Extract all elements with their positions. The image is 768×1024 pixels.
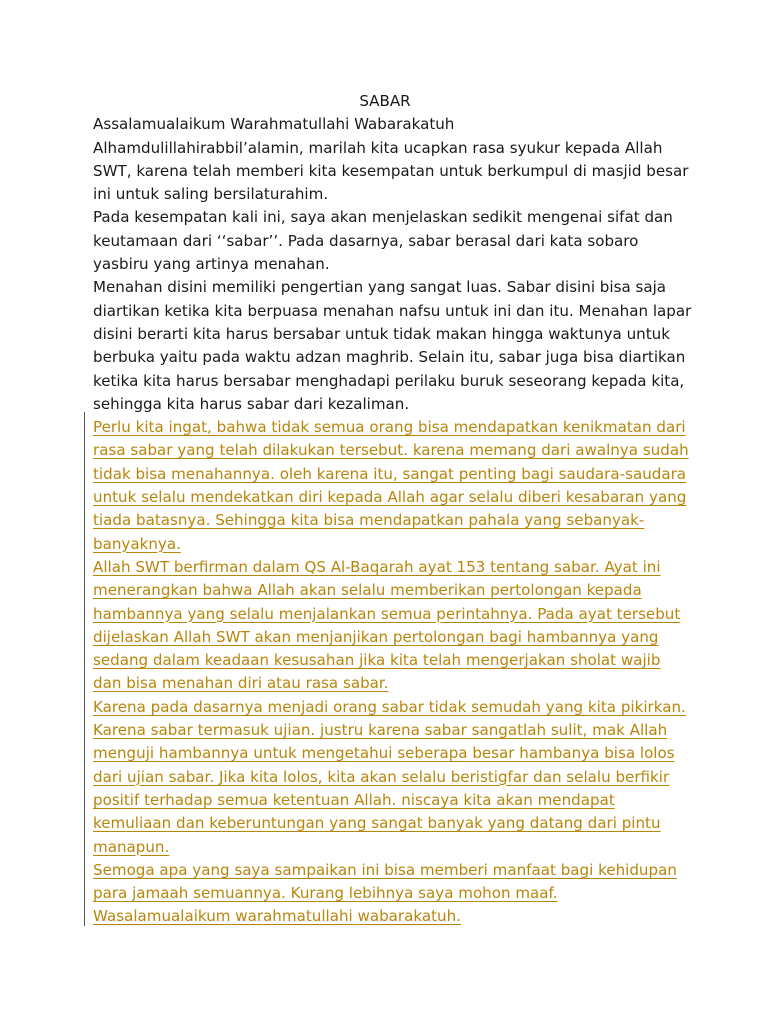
tracked-paragraph-2: Allah SWT berfirman dalam QS Al-Baqarah ayat 153 tentang sabar. Ayat ini menerangkan bahwa Allah akan selalu memberikan pertolongan kepada hambannya yang selalu menjalankan semua perintahnya. Pada ayat tersebut dijelaskan Allah SWT akan menjanjikan pertolongan bagi hambannya yang sedang dalam keadaan kesusahan jika kita telah mengerjakan sholat wajib dan bisa menahan diri atau rasa sabar. [93, 557, 681, 693]
change-bar [84, 412, 85, 926]
tracked-paragraph-1: Perlu kita ingat, bahwa tidak semua orang bisa mendapatkan kenikmatan dari rasa sabar yang telah dilakukan tersebut. karena memang dari awalnya sudah tidak bisa menahannya. oleh karena itu, sangat penting bagi saudara-saudara untuk selalu mendekatkan diri kepada Allah agar selalu diberi kesabaran yang tiada batasnya. Sehingga kita bisa mendapatkan pahala yang sebanyak-banyaknya. [93, 418, 689, 553]
paragraph-2: Pada kesempatan kali ini, saya akan menjelaskan sedikit mengenai sifat dan keutamaan dari ‘‘sabar’’. Pada dasarnya, sabar berasal dari kata sobaro yasbiru yang artinya menahan. [93, 208, 673, 274]
paragraph-1: Alhamdulillahirabbil’alamin, marilah kita ucapkan rasa syukur kepada Allah SWT, karena telah memberi kita kesempatan untuk berkumpul di masjid besar ini untuk saling bersilaturahim. [93, 138, 689, 204]
paragraph-3: Menahan disini memiliki pengertian yang sangat luas. Sabar disini bisa saja diartikan ketika kita berpuasa menahan nafsu untuk ini dan itu. Menahan lapar disini berarti kita harus bersabar untuk tidak makan hingga waktunya untuk berbuka yaitu pada waktu adzan maghrib. Selain itu, sabar juga bisa diartikan ketika kita harus bersabar menghadapi perilaku buruk seseorang kepada kita, sehingga kita harus sabar dari kezaliman. [93, 278, 692, 413]
tracked-paragraph-4: Semoga apa yang saya sampaikan ini bisa memberi manfaat bagi kehidupan para jamaah semuannya. Kurang lebihnya saya mohon maaf. [93, 860, 677, 903]
salam-opening: Assalamualaikum Warahmatullahi Wabarakatuh [93, 115, 455, 134]
document-body [93, 90, 693, 929]
tracked-closing: Wasalamualaikum warahmatullahi wabarakatuh. [93, 907, 461, 926]
tracked-paragraph-3: Karena pada dasarnya menjadi orang sabar tidak semudah yang kita pikirkan. Karena sabar termasuk ujian. justru karena sabar sangatlah sulit, mak Allah menguji hambannya untuk mengetahui seberapa besar hambanya bisa lolos dari ujian sabar. Jika kita lolos, kita akan selalu beristigfar dan selalu berfikir positif terhadap semua ketentuan Allah. niscaya kita akan mendapat kemuliaan dan keberuntungan yang sangat banyak yang datang dari pintu manapun. [93, 697, 686, 856]
document-title: SABAR [359, 92, 411, 110]
